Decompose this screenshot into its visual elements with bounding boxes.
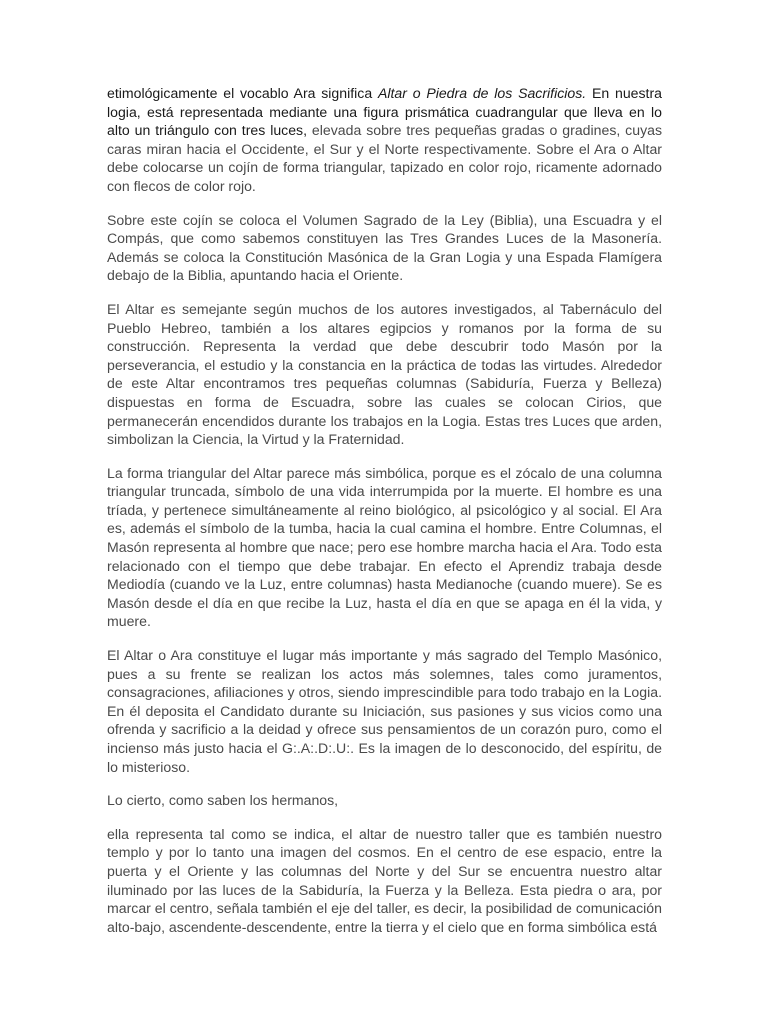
p1-emphasis: Altar o Piedra de los Sacrificios.	[377, 85, 587, 101]
document-body	[107, 84, 662, 951]
paragraph-7: ella representa tal como se indica, el altar de nuestro taller que es también nuestro templo y por lo tanto una imagen del cosmos. En el centro de ese espacio, entre la puerta y el Oriente y las columnas del Norte y del Sur se encuentra nuestro altar iluminado por las luces de la Sabiduría, la Fuerza y la Belleza. Esta piedra o ara, por marcar el centro, señala también el eje del taller, es decir, la posibilidad de comunicación alto-bajo, ascendente-descendente, entre la tierra y el cielo que en forma simbólica está	[107, 825, 662, 935]
p1-rest: elevada sobre tres pequeñas gradas o gradines, cuyas caras miran hacia el Occidente, el Sur y el Norte respectivamente. Sobre el Ara o Altar debe colocarse un cojín de forma triangular, tapizado en color rojo, ricamente adornado con flecos de color rojo.	[107, 122, 662, 194]
p1-intro: etimológicamente el vocablo Ara significa	[107, 85, 378, 101]
paragraph-2: Sobre este cojín se coloca el Volumen Sagrado de la Ley (Biblia), una Escuadra y el Compás, que como sabemos constituyen las Tres Grandes Luces de la Masonería. Además se coloca la Constitución Masónica de la Gran Logia y una Espada Flamígera debajo de la Biblia, apuntando hacia el Oriente.	[107, 211, 662, 284]
paragraph-5: El Altar o Ara constituye el lugar más importante y más sagrado del Templo Masónico, pues a su frente se realizan los actos más solemnes, tales como juramentos, consagraciones, afiliaciones y otros, siendo imprescindible para todo trabajo en la Logia. En él deposita el Candidato durante su Iniciación, sus pasiones y sus vicios como una ofrenda y sacrificio a la deidad y ofrece sus pensamientos de un corazón puro, como el incienso más justo hacia el G:.A:.D:.U:. Es la imagen de lo desconocido, del espíritu, de lo misterioso.	[107, 647, 662, 775]
paragraph-3: El Altar es semejante según muchos de los autores investigados, al Tabernáculo del Pueblo Hebreo, también a los altares egipcios y romanos por la forma de su construcción. Representa la verdad que debe descubrir todo Masón por la perseverancia, el estudio y la constancia en la práctica de todas las virtudes. Alrededor de este Altar encontramos tres pequeñas columnas (Sabiduría, Fuerza y Belleza) dispuestas en forma de Escuadra, sobre las cuales se colocan Cirios, que permanecerán encendidos durante los trabajos en la Logia. Estas tres Luces que arden, simbolizan la Ciencia, la Virtud y la Fraternidad.	[107, 300, 662, 448]
p1-dark-text: En nuestra logia, está representada mediante una figura prismática cuadrangular que lleva en lo alto un triángulo con tres luces,	[107, 85, 662, 139]
paragraph-1	[107, 84, 662, 196]
paragraph-4: La forma triangular del Altar parece más simbólica, porque es el zócalo de una columna triangular truncada, símbolo de una vida interrumpida por la muerte. El hombre es una tríada, y pertenece simultáneamente al reino biológico, al psicológico y al social. El Ara es, además el símbolo de la tumba, hacia la cual camina el hombre. Entre Columnas, el Masón representa al hombre que nace; pero ese hombre marcha hacia el Ara. Todo esta relacionado con el tiempo que debe trabajar. En efecto el Aprendiz trabaja desde Mediodía (cuando ve la Luz, entre columnas) hasta Medianoche (cuando muere). Se es Masón desde el día en que recibe la Luz, hasta el día en que se apaga en él la vida, y muere.	[107, 464, 662, 630]
paragraph-6: Lo cierto, como saben los hermanos,	[107, 792, 339, 809]
